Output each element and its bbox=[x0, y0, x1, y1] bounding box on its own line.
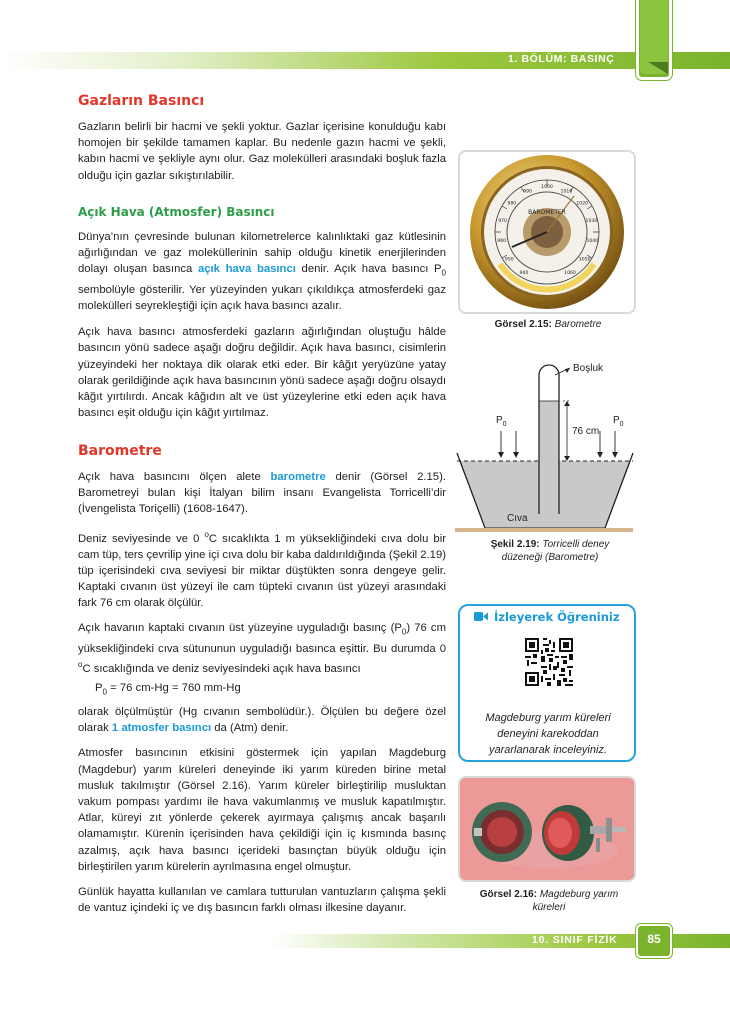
page-number: 85 bbox=[647, 932, 661, 946]
superscript: o bbox=[204, 529, 209, 539]
section-barometer-continued bbox=[78, 704, 446, 916]
paragraph-suction-cups: Günlük hayatta kullanılan ve camlara tutturulan vantuzların çalışma şekli de vantuz içindeki iç ve dış basıncın farklı olması ilkesine dayanır. bbox=[78, 886, 446, 915]
dial-scale-number: 970 bbox=[498, 219, 507, 225]
dial-scale-number: 1040 bbox=[586, 239, 599, 244]
section-open-air-pressure bbox=[78, 205, 446, 421]
caption-text: Magdeburg yarım küreleri bbox=[532, 889, 619, 913]
p-letter: P bbox=[496, 415, 503, 426]
dial-scale-number: 1020 bbox=[576, 201, 589, 207]
header-bar bbox=[0, 52, 730, 69]
paragraph-barometer-definition bbox=[78, 469, 446, 518]
magdeburg-image bbox=[460, 778, 634, 880]
section-title-gas-pressure: Gazların Basıncı bbox=[78, 93, 205, 109]
label-p0-right bbox=[613, 415, 624, 428]
text-run: C sıcaklığında ve deniz seviyesindeki açık hava basıncı bbox=[82, 662, 361, 675]
paragraph-open-air-definition bbox=[78, 229, 446, 314]
text-run: denir. Açık hava basıncı P bbox=[295, 263, 442, 276]
chapter-label: 1. BÖLÜM: BASINÇ bbox=[508, 53, 615, 65]
paragraph-pressure-direction: Açık hava basıncı atmosferdeki gazların ağırlığından oluştuğu hâlde basıncın yönü sadece aşağı doğru değildir. Açık hava basıncı, cisimlerin yüzeyindeki her noktaya dik olarak etki eder. Bir kâğıt yeryüzüne yatay olarak gerildiğinde açık hava basıncının yönü sadece aşağı doğru olsaydı kâğıt yırtılırdı. Ancak kâğıdın alt ve üst yüzeylerine etki eden açık hava basıncı eşit olduğu için kâğıt yırtılmaz. bbox=[78, 326, 446, 420]
barometer-photo bbox=[458, 150, 636, 314]
p-letter: P bbox=[613, 415, 620, 426]
table-surface bbox=[455, 528, 633, 532]
paragraph-mercury-tube bbox=[78, 527, 446, 612]
text-run: Deniz seviyesinde ve 0 bbox=[78, 532, 205, 545]
dial-scale-number: 980 bbox=[507, 201, 517, 207]
term-open-air-pressure: açık hava basıncı bbox=[197, 263, 296, 276]
caption-barometer bbox=[468, 318, 628, 331]
dial-scale-number: 990 bbox=[523, 189, 532, 195]
dial-scale-number: 1050 bbox=[578, 257, 591, 263]
subscript: 0 bbox=[102, 687, 107, 697]
caption-number: Görsel 2.16: bbox=[479, 889, 538, 900]
text-run: denir (Görsel 2.15). Barometreyi bulan kişi İtalyan bilim insanı Evangelista Torricelli’dir (İvengelista Toriçelli) (1608-1647). bbox=[78, 471, 446, 516]
dial-brand: BAROMETER bbox=[528, 209, 566, 216]
watch-box-text: Magdeburg yarım küreleri deneyini karekoddan yararlanarak inceleyiniz. bbox=[485, 712, 611, 756]
dial-scale-number: 950 bbox=[504, 257, 514, 263]
watch-box-title: İzleyerek Öğreniniz bbox=[494, 610, 620, 624]
label-mercury: Cıva bbox=[507, 513, 528, 524]
label-vacuum-gap: Boşluk bbox=[573, 363, 604, 374]
term-one-atmosphere: 1 atmosfer basıncı bbox=[111, 722, 212, 735]
label-height: 76 cm bbox=[572, 426, 600, 437]
superscript: o bbox=[78, 660, 83, 670]
text-run: Açık hava basıncını ölçen alete bbox=[78, 471, 271, 483]
text-run: ) 76 cm yüksekliğindeki cıva sütununun uyguladığı basınca eşittir. Bu durumda 0 bbox=[78, 622, 446, 655]
text-run: = 76 cm-Hg = 760 mm-Hg bbox=[107, 682, 241, 694]
dial-scale-number: 940 bbox=[519, 270, 529, 276]
dial-scale-number: 1030 bbox=[585, 219, 598, 225]
text-run: C sıcaklıkta 1 m yüksekliğindeki cıva dolu bir cam tüp, ters çevrilip yine içi cıva dolu bir kaba daldırıldığında (Şekil 2.19) tüp içerisindeki cıva seviyesi bir miktar düştükten sonra dengeye gelir. Kaptaki cıvanın üst yüzeyi ile cam tüpteki cıvanın üst yüzeyi arasındaki fark 76 cm olarak ölçülür. bbox=[78, 532, 446, 610]
section-title-open-air: Açık Hava (Atmosfer) Basıncı bbox=[78, 205, 275, 219]
text-run: sembolüyle gösterilir. Yer yüzeyinden yukarı çıkıldıkça atmosferdeki gaz molekülleri seyrekleştiği için açık hava basıncı azalır. bbox=[78, 283, 446, 313]
caption-magdeburg bbox=[468, 888, 630, 914]
caption-number: Görsel 2.15: bbox=[494, 319, 552, 330]
dial-scale-number: 960 bbox=[497, 239, 507, 244]
text-run: da (Atm) denir. bbox=[211, 722, 289, 735]
grade-label: 10. SINIF FİZİK bbox=[532, 934, 618, 946]
text-run: olarak ölçülmüştür (Hg cıvanın sembolüdür.). Ölçülen bu değere özel olarak bbox=[78, 706, 446, 735]
caption-text: Torricelli deney düzeneği (Barometre) bbox=[501, 539, 610, 563]
video-camera-icon bbox=[474, 611, 488, 622]
label-p0-left bbox=[496, 415, 507, 428]
torricelli-diagram bbox=[455, 355, 645, 535]
subscript: 0 bbox=[401, 627, 407, 637]
p-subscript: 0 bbox=[619, 421, 624, 428]
magdeburg-photo bbox=[458, 776, 636, 882]
caption-text: Barometre bbox=[554, 319, 602, 330]
subscript: 0 bbox=[441, 268, 446, 278]
text-run: P bbox=[95, 682, 103, 694]
p-subscript: 0 bbox=[502, 421, 507, 428]
chapter-tab-fold bbox=[648, 62, 668, 74]
paragraph-gas-intro: Gazların belirli bir hacmi ve şekli yoktur. Gazlar içerisine konulduğu kabı homojen bir şekilde tamamen kaplar. Bu nedenle gazın hacmi ve şekli, kabın hacmi ve şekliyle aynı olur. Gaz molekülleri arasındaki boşluk fazla olduğu için gazlar sıkıştırılabilir. bbox=[78, 121, 446, 182]
section-title-barometer: Barometre bbox=[78, 443, 162, 459]
section-gas-pressure bbox=[78, 93, 446, 184]
mercury-column bbox=[539, 401, 559, 514]
term-barometer: barometre bbox=[270, 471, 326, 483]
caption-number: Şekil 2.19: bbox=[490, 539, 540, 550]
text-run: Açık havanın kaptaki cıvanın üst yüzeyine uyguladığı basınç (P bbox=[78, 622, 402, 635]
qr-code-icon[interactable] bbox=[523, 636, 575, 688]
paragraph-magdeburg: Atmosfer basıncının etkisini göstermek için yapılan Magdeburg (Magdebur) yarım küreleri deneyinde iki yarım küreden birine metal musluk takılmıştır (Görsel 2.16). Yarım küreler birleştirilip musluktan vakum pompası yardımı ile hava vakumlanmış ve musluk kapatılmıştır. Atlar, küreyi zıt yönlerde çekerek ayırmaya çalışmış ancak başarılı olamamıştır. Kürenin içerisinden hava çekildiği için iç kısmında basınç azalmış, açık hava basıncı içerideki basınçtan büyük olduğu için birleştirilen yarım kürelerin ayrılmasına engel olmuştur. bbox=[78, 747, 446, 873]
dial-scale-number: 1010 bbox=[560, 189, 573, 195]
dial-scale-number: 1000 bbox=[541, 185, 553, 190]
formula-atmospheric-pressure bbox=[95, 682, 241, 696]
text-run: Dünya’nın çevresinde bulunan kilometrelerce kalınlıktaki gaz kütlesinin ağırlığından ve gaz moleküllerinin sahip olduğu kinetik enerjilerinden dolayı oluşan basınca bbox=[78, 231, 446, 276]
caption-torricelli bbox=[470, 538, 630, 564]
dial-scale-number: 1060 bbox=[564, 270, 576, 276]
paragraph-p0-equality bbox=[78, 620, 446, 677]
barometer-image bbox=[460, 152, 634, 312]
section-barometer bbox=[78, 443, 446, 677]
paragraph-one-atmosphere bbox=[78, 704, 446, 736]
